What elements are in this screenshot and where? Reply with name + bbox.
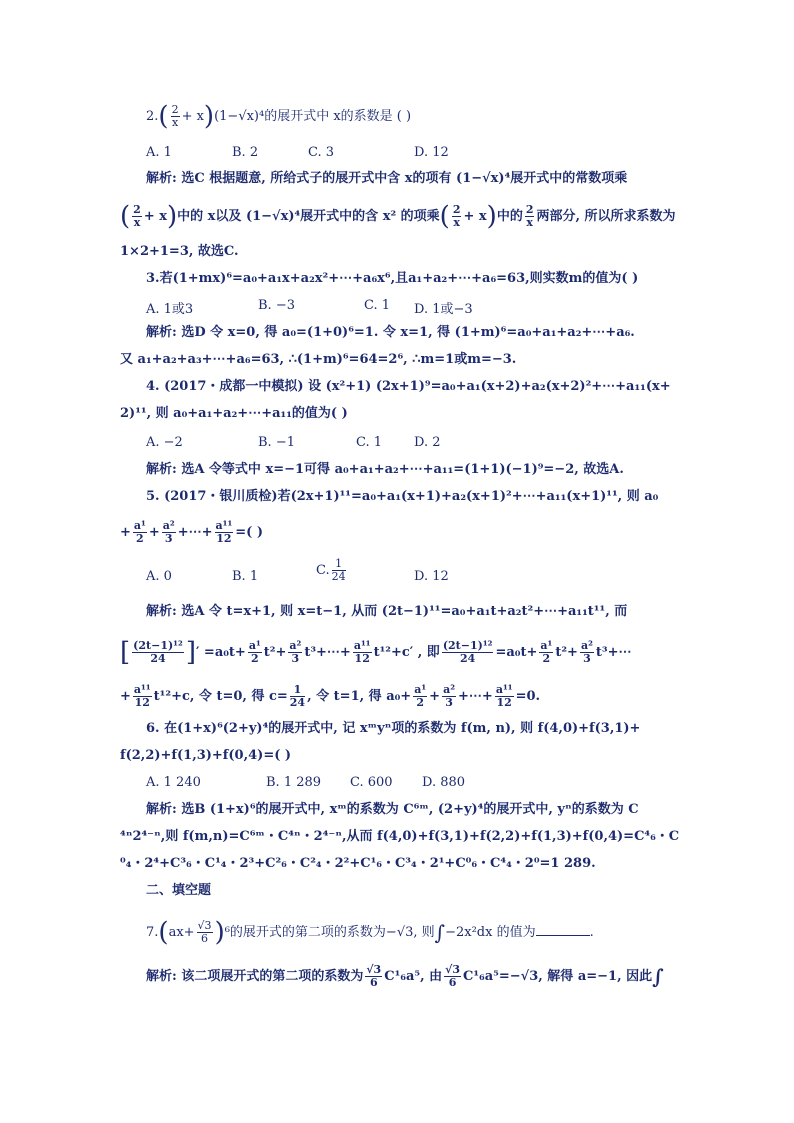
q3-stem: 3.若(1+mx)⁶=a₀+a₁x+a₂x²+⋯+a₆x⁶,且a₁+a₂+⋯+a₆=63,则实数m的值为( ) (146, 271, 639, 286)
q5-option-b: B. 1 (232, 569, 259, 584)
q4-stem-2: 2)¹¹, 则 a₀+a₁+a₂+⋯+a₁₁的值为( ) (120, 406, 348, 421)
q2-solution-1: 解析: 选C 根据题意, 所给式子的展开式中含 x的项有 (1−√x)⁴展开式中的常数项乘 (146, 171, 628, 186)
q6-option-d: D. 880 (422, 775, 466, 790)
q6-solution-2: ⁴ⁿ2⁴⁻ⁿ,则 f(m,n)=C⁶ᵐ・C⁴ⁿ・2⁴⁻ⁿ,从而 f(4,0)+f(3,1)+f(2,2)+f(1,3)+f(0,4)=C⁴₆・C (120, 829, 680, 844)
q4-option-d: D. 2 (414, 435, 441, 450)
q3-solution-2: 又 a₁+a₂+a₃+⋯+a₆=63, ∴(1+m)⁶=64=2⁶, ∴m=1或m=−3. (120, 352, 517, 367)
q2-option-a: A. 1 (146, 145, 172, 160)
q5-solution-1: 解析: 选A 令 t=x+1, 则 x=t−1, 从而 (2t−1)¹¹=a₀+a₁t+a₂t²+⋯+a₁₁t¹¹, 而 (146, 604, 628, 619)
q6-solution-3: ⁰₄・2⁴+C³₆・C¹₄・2³+C²₆・C²₄・2²+C¹₆・C³₄・2¹+C⁰₆・C⁴₄・2⁰=1 289. (120, 856, 596, 871)
answer-blank (536, 923, 590, 936)
q3-option-a: A. 1或3 (146, 302, 194, 317)
q4-stem-1: 4. (2017・成都一中模拟) 设 (x²+1) (2x+1)⁹=a₀+a₁(x+2)+a₂(x+2)²+⋯+a₁₁(x+ (146, 379, 671, 394)
fraction: $\frac{2}{x}$ (171, 103, 179, 129)
q4-option-b: B. −1 (258, 435, 295, 450)
q2-option-b: B. 2 (232, 145, 259, 160)
q6-stem-1: 6. 在(1+x)⁶(2+y)⁴的展开式中, 记 xᵐyⁿ项的系数为 f(m, n), 则 f(4,0)+f(3,1)+ (146, 721, 641, 736)
q7-solution: 解析: 该二项展开式的第二项的系数为 $\frac{√3}{6}$ C¹₆a⁵, 由 $\frac{√3}{6}$ C¹₆a⁵=−√3, 解得 a=−1, 因此∫ (146, 963, 664, 989)
q5-option-c: C. $\frac{1}{24}$ (316, 557, 346, 583)
q7-stem: 7.(ax+ $\frac{√3}{6}$ )⁶的展开式的第二项的系数为−√3, 则∫−2x²dx 的值为 . (146, 917, 594, 948)
q3-option-c: C. 1 (364, 298, 391, 313)
q4-option-a: A. −2 (146, 435, 183, 450)
q2-stem: 2.( $\frac{2}{x}$ + x)(1−√x)⁴的展开式中 x的系数是 ( ) (146, 101, 412, 132)
q3-option-d: D. 1或−3 (414, 302, 473, 317)
q6-option-c: C. 600 (350, 775, 393, 790)
q2-solution-3: 1×2+1=3, 故选C. (120, 244, 239, 259)
q5-stem-1: 5. (2017・银川质检)若(2x+1)¹¹=a₀+a₁(x+1)+a₂(x+1)²+⋯+a₁₁(x+1)¹¹, 则 a₀ (146, 489, 659, 504)
q6-stem-2: f(2,2)+f(1,3)+f(0,4)=( ) (120, 748, 292, 763)
q5-stem-2: + $\frac{\text{a¹}}{2}$ + $\frac{\text{a²}}{3}$ +⋯+ $\frac{\text{a¹¹}}{12}$ =( ) (120, 519, 264, 545)
q2-solution-2: ( $\frac{2}{x}$ + x)中的 x以及 (1−√x)⁴展开式中的含 x² 的项乘( $\frac{2}{x}$ + x)中的 $\frac{2}{x}$ 两部分, 所以所求系数为 (120, 201, 676, 232)
integral-symbol-icon: ∫ (434, 920, 446, 945)
q3-option-b: B. −3 (258, 298, 295, 313)
section-heading: 二、填空题 (146, 883, 212, 898)
q4-solution: 解析: 选A 令等式中 x=−1可得 a₀+a₁+a₂+⋯+a₁₁=(1+1)(−1)⁹=−2, 故选A. (146, 462, 624, 477)
q4-option-c: C. 1 (356, 435, 383, 450)
q5-option-d: D. 12 (414, 569, 449, 584)
q2-option-c: C. 3 (308, 145, 335, 160)
q6-solution-1: 解析: 选B (1+x)⁶的展开式中, xᵐ的系数为 C⁶ᵐ, (2+y)⁴的展开式中, yⁿ的系数为 C (146, 802, 639, 817)
integral-symbol-icon: ∫ (652, 964, 664, 989)
q5-solution-2: [ $\frac{\text{(2t−1)¹²}}{24}$ ]′ =a₀t+ $\frac{\text{a¹}}{2}$ t²+ $\frac{\text{a²}}{3}$ t³+⋯+ $\frac{\text{a¹¹}}{12}$ t¹²+c′ , 即 $\frac{\text{(2t−1)¹²}}{24}$ =a₀t+ $\frac{\text{a¹}}{2}$ t²+ $\frac{\text{a²}}{3}$ t³+⋯ (120, 637, 632, 668)
q5-solution-3: + $\frac{\text{a¹¹}}{12}$ t¹²+c, 令 t=0, 得 c= $\frac{1}{24}$ , 令 t=1, 得 a₀+ $\frac{\text{a¹}}{2}$ + $\frac{\text{a²}}{3}$ +⋯+ $\frac{\text{a¹¹}}{12}$ =0. (120, 683, 541, 709)
q3-solution-1: 解析: 选D 令 x=0, 得 a₀=(1+0)⁶=1. 令 x=1, 得 (1+m)⁶=a₀+a₁+a₂+⋯+a₆. (146, 325, 635, 340)
q2-option-d: D. 12 (414, 145, 449, 160)
q6-option-b: B. 1 289 (266, 775, 322, 790)
q5-option-a: A. 0 (146, 569, 172, 584)
q6-option-a: A. 1 240 (146, 775, 201, 790)
